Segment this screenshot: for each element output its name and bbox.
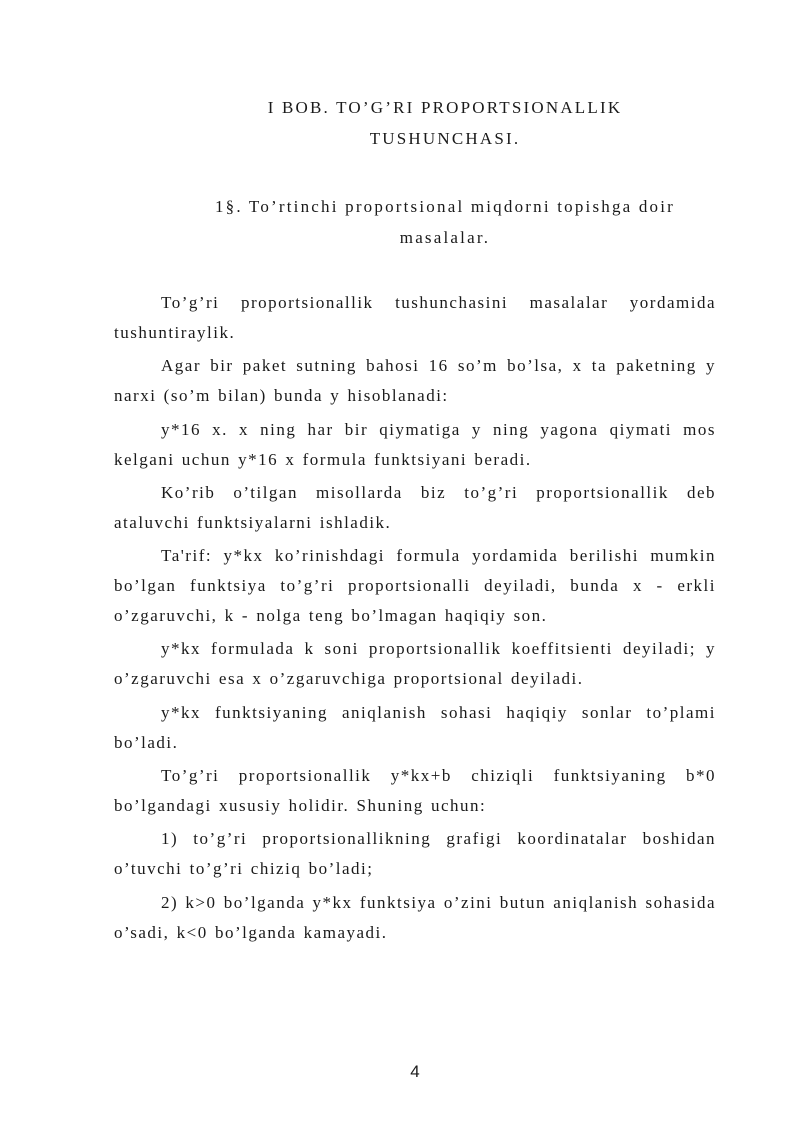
paragraph-definition: Ta'rif: y*kx ko’rinishdagi formula yordamida berilishi mumkin bo’lgan funktsiya to’g’ri proportsionalli deyiladi, bunda x - erkli o’zgaruvchi, k - nolga teng bo’lmagan haqiqiy son. <box>114 546 716 626</box>
section-title <box>150 191 740 253</box>
paragraph-property-graph: 1) to’g’ri proportsionallikning grafigi koordinatalar boshidan o’tuvchi to’g’ri chiziq bo’ladi; <box>114 829 716 879</box>
paragraph-examples-summary: Ko’rib o’tilgan misollarda biz to’g’ri proportsionallik deb ataluvchi funktsiyalarni ishladik. <box>114 482 716 532</box>
page-number: 4 <box>410 1062 420 1081</box>
paragraph-intro: To’g’ri proportsionallik tushunchasini masalalar yordamida tushuntiraylik. <box>114 293 716 342</box>
paragraph-property-monotonic: 2) k>0 bo’lganda y*kx funktsiya o’zini butun aniqlanish sohasida o’sadi, k<0 bo’lganda kamayadi. <box>114 892 716 942</box>
paragraph-domain: y*kx funktsiyaning aniqlanish sohasi haqiqiy sonlar to’plami bo’ladi. <box>114 702 716 752</box>
paragraph-formula: y*16 x. x ning har bir qiymatiga y ning yagona qiymati mos kelgani uchun y*16 x formula funktsiyani beradi. <box>114 419 716 469</box>
paragraph-linear-case: To’g’ri proportsionallik y*kx+b chiziqli funktsiyaning b*0 bo’lgandagi xususiy holidir. Shuning uchun: <box>114 766 716 816</box>
section-title-line-1: 1§. To’rtinchi proportsional miqdorni topishga doir <box>214 197 676 216</box>
chapter-title <box>175 92 715 154</box>
paragraph-coefficient: y*kx formulada k soni proportsionallik koeffitsienti deyiladi; y o’zgaruvchi esa x o’zgaruvchiga proportsional deyiladi. <box>114 639 716 689</box>
paragraph-example-milk: Agar bir paket sutning bahosi 16 so’m bo’lsa, x ta paketning y narxi (so’m bilan) bunda y hisoblanadi: <box>114 356 716 406</box>
chapter-title-line-2: TUSHUNCHASI. <box>369 129 521 148</box>
chapter-title-line-1: I BOB. TO’G’RI PROPORTSIONALLIK <box>267 98 623 117</box>
section-title-line-2: masalalar. <box>399 228 491 247</box>
body-text <box>114 288 716 951</box>
